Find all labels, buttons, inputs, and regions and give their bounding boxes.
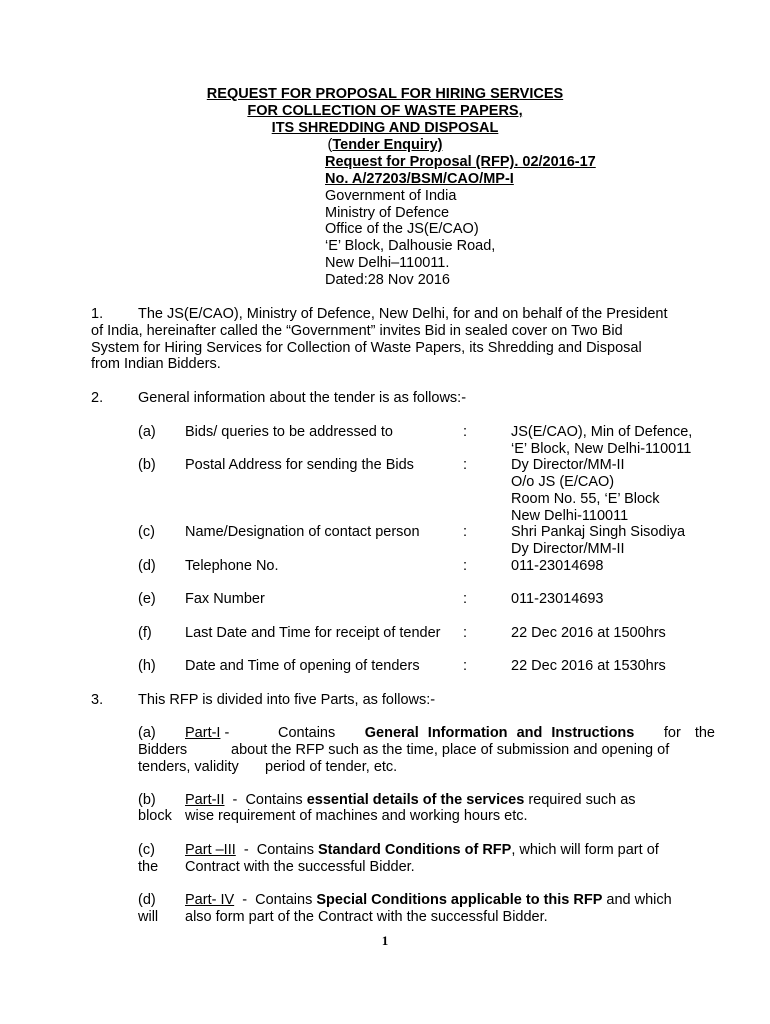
row-value: JS(E/CAO), Min of Defence, — [511, 424, 693, 440]
row-value: Dy Director/MM-II — [511, 457, 625, 473]
row-key: (e) — [138, 591, 156, 607]
row-key: (d) — [138, 558, 156, 574]
part-a-line-1: Part-I - — [185, 725, 230, 741]
title-line-4: (Tender Enquiry) — [327, 137, 443, 153]
address-line: New Delhi–110011. — [325, 255, 450, 271]
title-line-2: FOR COLLECTION OF WASTE PAPERS, — [247, 103, 523, 119]
title-line-3: ITS SHREDDING AND DISPOSAL — [271, 120, 499, 136]
rfp-number: Request for Proposal (RFP). 02/2016-17 — [325, 154, 596, 170]
row-key: (c) — [138, 524, 155, 540]
part-c-line-2b: Contract with the successful Bidder. — [185, 859, 415, 875]
address-line: Ministry of Defence — [325, 205, 450, 221]
row-key: (h) — [138, 658, 156, 674]
row-value: 22 Dec 2016 at 1530hrs — [511, 658, 666, 674]
row-label: Last Date and Time for receipt of tender — [185, 625, 441, 641]
part-a-key: (a) — [138, 725, 156, 741]
part-c-key: (c) — [138, 842, 155, 858]
part-b-line-2a: block — [138, 808, 172, 824]
title-line-1: REQUEST FOR PROPOSAL FOR HIRING SERVICES — [206, 86, 564, 102]
date-line: Dated:28 Nov 2016 — [325, 272, 450, 288]
para-1-line: System for Hiring Services for Collection of Waste Papers, its Shredding and Disposal — [91, 340, 642, 356]
part-c-line-1: Part –III - Contains Standard Conditions of RFP, which will form part of — [185, 842, 659, 858]
part-a-desc: Contains General Information and Instructions for the — [278, 725, 715, 741]
part-d-line-2a: will — [138, 909, 159, 925]
address-line: Government of India — [325, 188, 457, 204]
para-3-text: This RFP is divided into five Parts, as follows:- — [138, 692, 436, 708]
part-b-line-1: Part-II - Contains essential details of the services required such as — [185, 792, 636, 808]
row-key: (a) — [138, 424, 156, 440]
para-1-line: The JS(E/CAO), Ministry of Defence, New Delhi, for and on behalf of the President — [138, 306, 668, 322]
address-line: ‘E’ Block, Dalhousie Road, — [325, 238, 496, 254]
row-colon: : — [463, 591, 468, 607]
row-key: (f) — [138, 625, 152, 641]
part-a-line-3a: tenders, validity — [138, 759, 239, 775]
part-c-line-2a: the — [138, 859, 159, 875]
row-value: New Delhi-110011 — [511, 508, 629, 524]
page-number: 1 — [381, 933, 389, 948]
part-d-line-1: Part- IV - Contains Special Conditions applicable to this RFP and which — [185, 892, 672, 908]
part-b-line-2b: wise requirement of machines and working hours etc. — [185, 808, 528, 824]
row-label: Fax Number — [185, 591, 265, 607]
para-1-number: 1. — [91, 306, 104, 322]
row-value: Dy Director/MM-II — [511, 541, 625, 557]
file-number: No. A/27203/BSM/CAO/MP-I — [325, 171, 514, 187]
address-line: Office of the JS(E/CAO) — [325, 221, 479, 237]
para-1-line: from Indian Bidders. — [91, 356, 221, 372]
row-label: Bids/ queries to be addressed to — [185, 424, 393, 440]
part-d-key: (d) — [138, 892, 156, 908]
row-value: Shri Pankaj Singh Sisodiya — [511, 524, 686, 540]
row-label: Name/Designation of contact person — [185, 524, 420, 540]
part-a-line-2a: Bidders — [138, 742, 188, 758]
row-value: Room No. 55, ‘E’ Block — [511, 491, 660, 507]
row-colon: : — [463, 558, 468, 574]
row-value: 22 Dec 2016 at 1500hrs — [511, 625, 666, 641]
part-a-line-3b: period of tender, etc. — [265, 759, 398, 775]
row-colon: : — [463, 524, 468, 540]
row-value: 011-23014698 — [511, 558, 604, 574]
row-value: ‘E’ Block, New Delhi-110011 — [511, 441, 692, 457]
row-value: O/o JS (E/CAO) — [511, 474, 615, 490]
para-1-line: of India, hereinafter called the “Government” invites Bid in sealed cover on Two Bid — [91, 323, 623, 339]
part-a-line-2b: about the RFP such as the time, place of submission and opening of — [231, 742, 670, 758]
row-colon: : — [463, 424, 468, 440]
row-colon: : — [463, 457, 468, 473]
row-key: (b) — [138, 457, 156, 473]
row-label: Postal Address for sending the Bids — [185, 457, 414, 473]
row-colon: : — [463, 658, 468, 674]
part-d-line-2b: also form part of the Contract with the successful Bidder. — [185, 909, 548, 925]
part-b-key: (b) — [138, 792, 156, 808]
row-colon: : — [463, 625, 468, 641]
row-label: Date and Time of opening of tenders — [185, 658, 420, 674]
para-3-number: 3. — [91, 692, 104, 708]
para-2-number: 2. — [91, 390, 104, 406]
row-value: 011-23014693 — [511, 591, 604, 607]
row-label: Telephone No. — [185, 558, 279, 574]
para-2-text: General information about the tender is as follows:- — [138, 390, 467, 406]
